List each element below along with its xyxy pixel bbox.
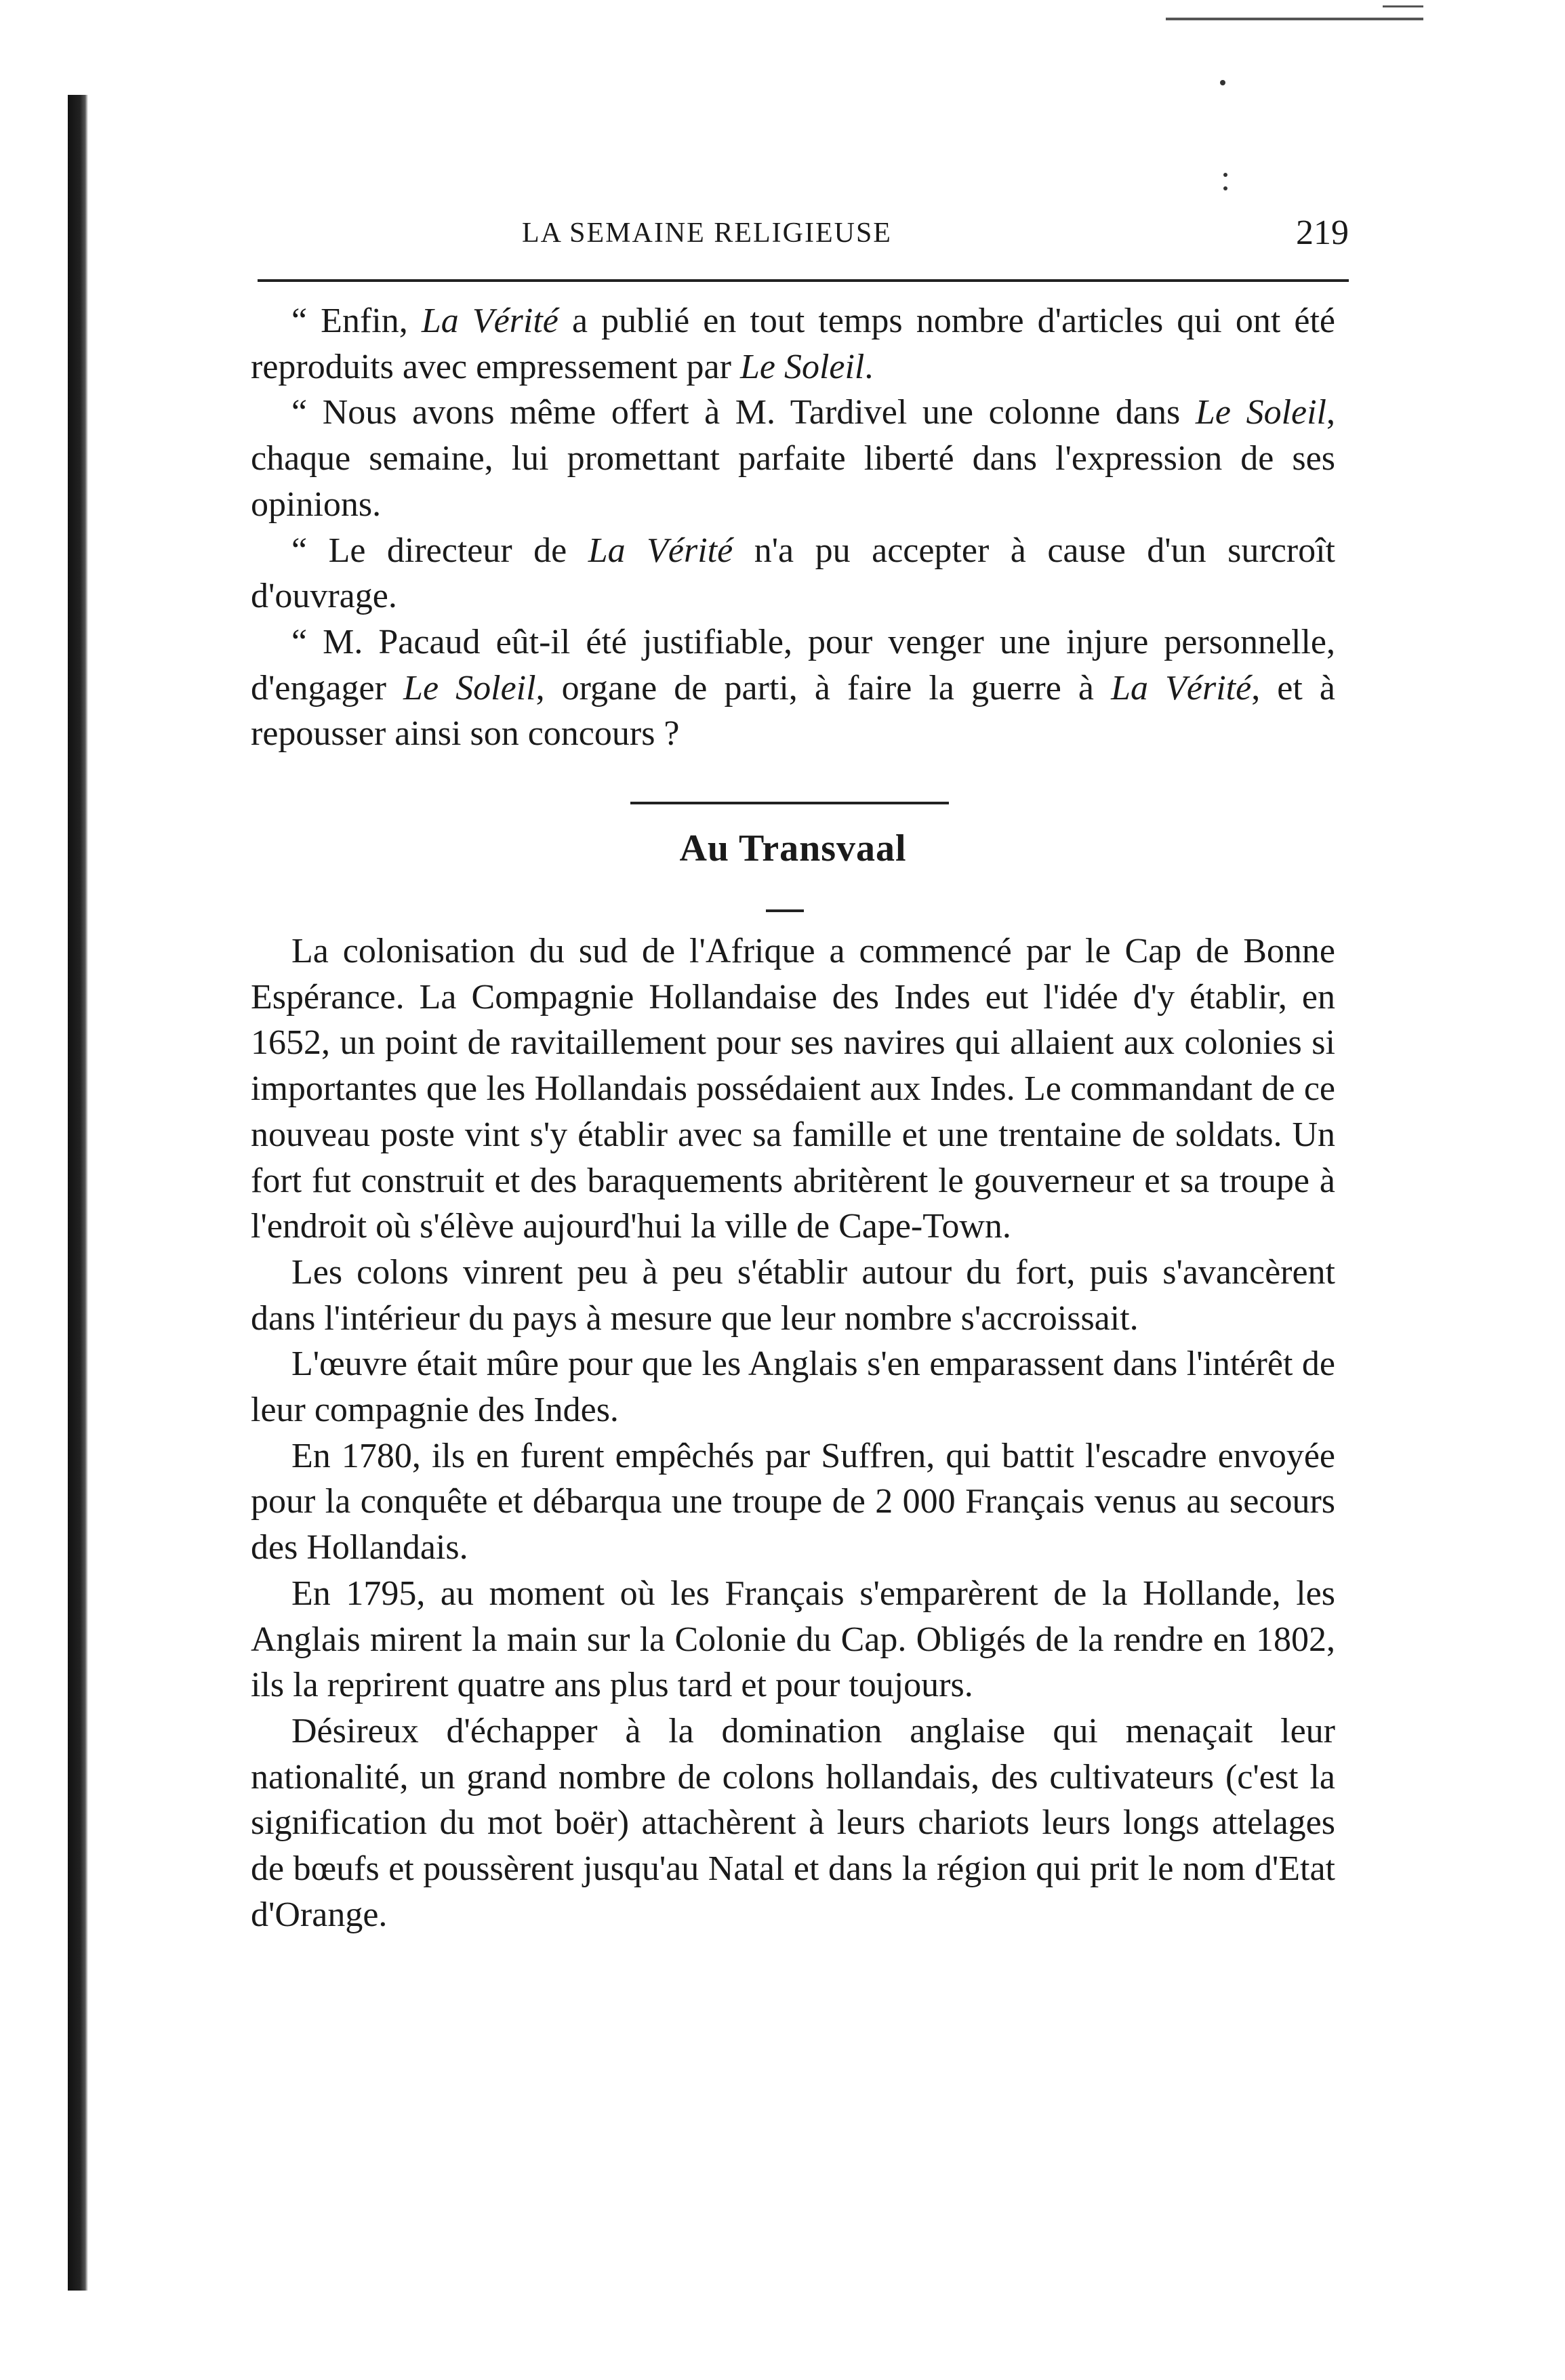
paragraph: “ Enfin, La Vérité a publié en tout temps nombre d'articles qui ont été reproduits avec empressement par Le Soleil. [251,302,1335,386]
title-dash [766,909,804,912]
article-body [251,928,1335,1937]
scan-speck [1223,186,1227,190]
paragraph: “ M. Pacaud eût-il été justifiable, pour venger une injure personnelle, d'engager Le Soleil, organe de parti, à faire la guerre à La Vérité, et à repousser ainsi son concours ? [251,622,1335,754]
scan-binding-shadow [68,95,88,2291]
paragraph: “ Nous avons même offert à M. Tardivel une colonne dans Le Soleil, chaque semaine, lui promettant parfaite liberté dans l'expression de ses opinions. [251,393,1336,524]
scan-speck [1220,80,1225,85]
section-divider [630,802,949,804]
upper-text-block [251,298,1335,757]
header-rule [258,279,1349,282]
paragraph: En 1780, ils en furent empêchés par Suffren, qui battit l'escadre envoyée pour la conquête et débarqua une troupe de 2 000 Français venus au secours des Hollandais. [251,1436,1335,1567]
scan-speck [1223,173,1227,177]
scan-corner-mark [1383,5,1423,7]
paragraph: En 1795, au moment où les Français s'emparèrent de la Hollande, les Anglais mirent la main sur la Colonie du Cap. Obligés de la rendre en 1802, ils la reprirent quatre ans plus tard et pour toujours. [251,1574,1335,1705]
page-number: 219 [1296,213,1349,252]
paragraph: L'œuvre était mûre pour que les Anglais s'en emparassent dans l'intérêt de leur compagnie des Indes. [251,1345,1335,1430]
section-title: Au Transvaal [679,827,907,869]
scan-corner-mark [1166,18,1423,20]
paragraph: Désireux d'échapper à la domination anglaise qui menaçait leur nationalité, un grand nombre de colons hollandais, des cultivateurs (c'est la signification du mot boër) attachèrent à leurs chariots leurs longs attelages de bœufs et poussèrent jusqu'au Natal et dans la région qui prit le nom d'Etat d'Orange. [251,1711,1335,1934]
paragraph: “ Le directeur de La Vérité n'a pu accepter à cause d'un surcroît d'ouvrage. [251,531,1335,616]
paragraph: Les colons vinrent peu à peu s'établir autour du fort, puis s'avancèrent dans l'intérieur du pays à mesure que leur nombre s'accroissait. [251,1252,1335,1338]
paragraph: La colonisation du sud de l'Afrique a commencé par le Cap de Bonne Espérance. La Compagnie Hollandaise des Indes eut l'idée d'y établir, en 1652, un point de ravitaillement pour ses navires qui allaient aux colonies si importantes que les Hollandais possédaient aux Indes. Le commandant de ce nouveau poste vint s'y établir avec sa famille et une trentaine de soldats. Un fort fut construit et des baraquements abritèrent le gouverneur et sa troupe à l'endroit où s'élève aujourd'hui la ville de Cape-Town. [251,932,1335,1246]
running-head: LA SEMAINE RELIGIEUSE [522,218,892,249]
